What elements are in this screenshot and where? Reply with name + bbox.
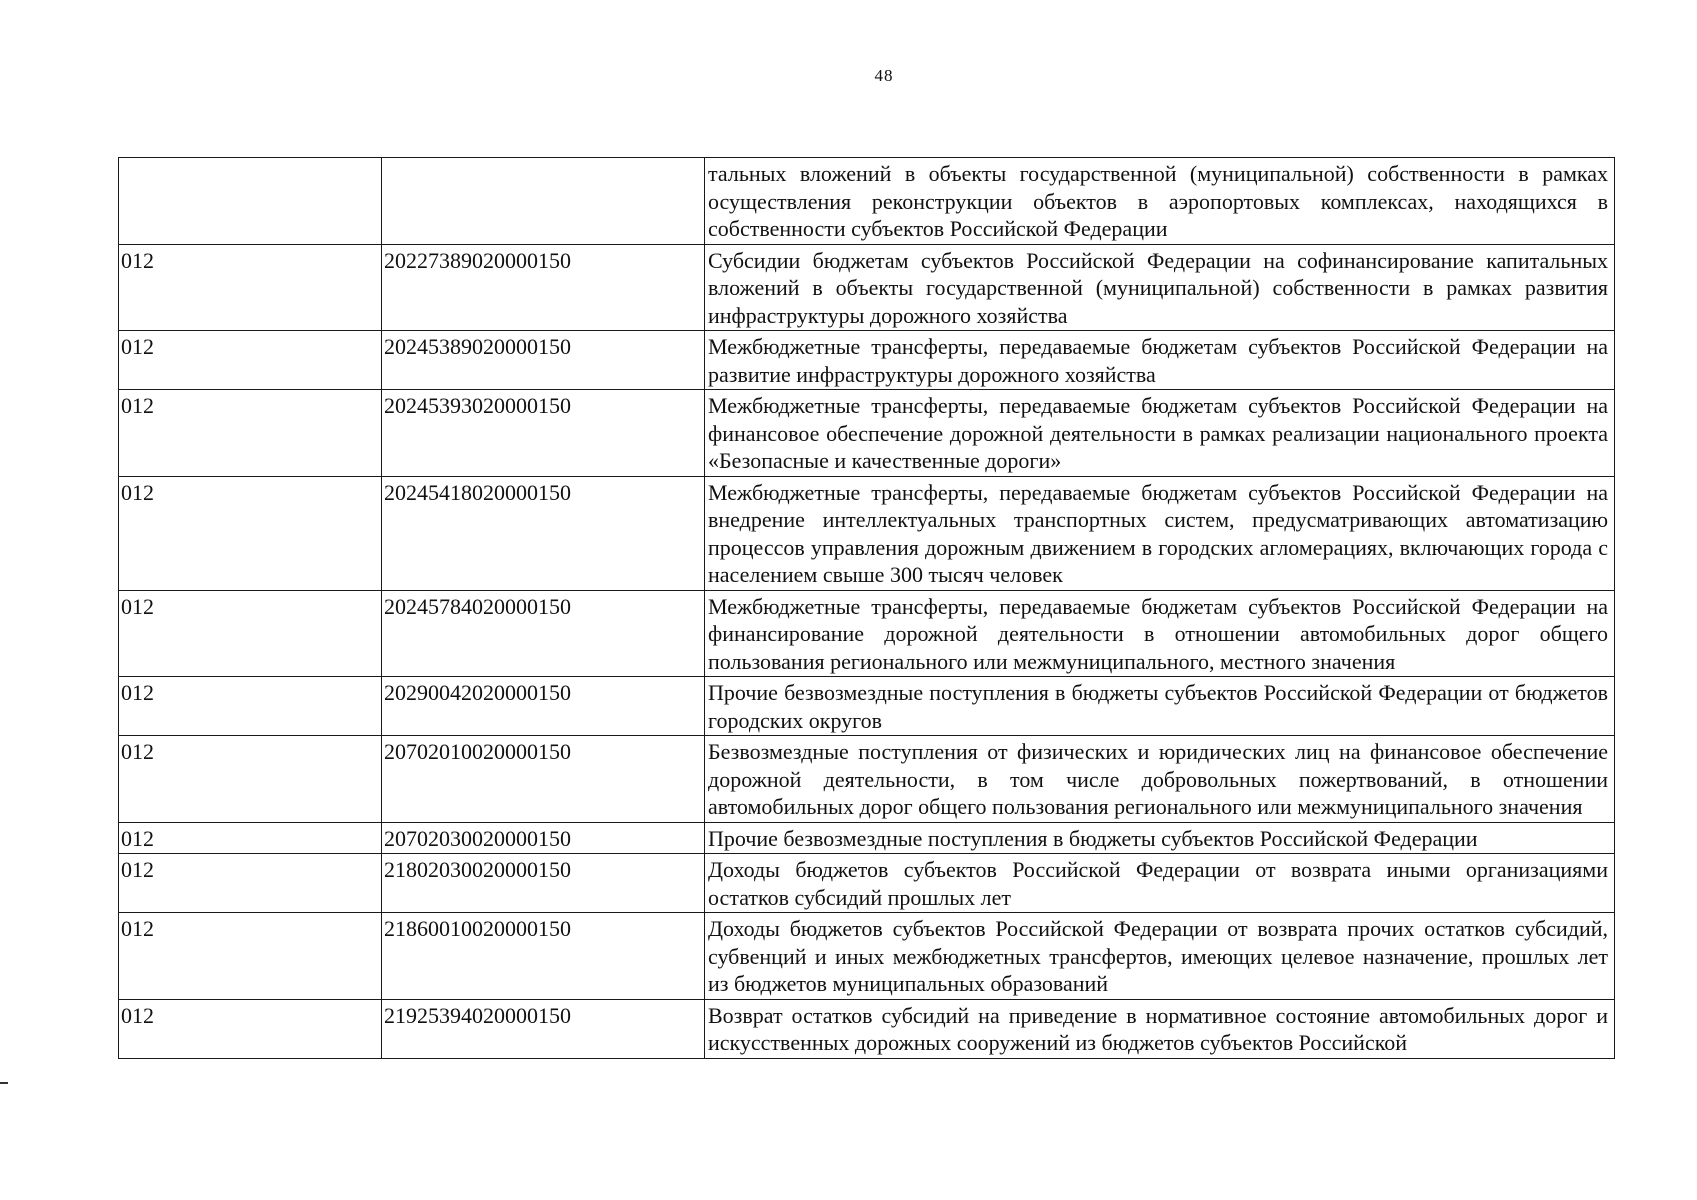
- budget-class-code-cell: 20290042020000150: [382, 677, 705, 736]
- budget-class-code-cell: 20702010020000150: [382, 736, 705, 823]
- revenue-description-cell: Межбюджетные трансферты, передаваемые бюджетам субъектов Российской Федерации на развитие инфраструктуры дорожного хозяйства: [705, 331, 1615, 390]
- admin-code-cell: 012: [119, 854, 382, 913]
- revenue-description-cell: тальных вложений в объекты государственной (муниципальной) собственности в рамках осуществления реконструкции объектов в аэропортовых комплексах, находящихся в собственности субъектов Российской Федерации: [705, 158, 1615, 245]
- table-row: [119, 822, 1615, 854]
- table-row: [119, 158, 1615, 245]
- table-row: [119, 331, 1615, 390]
- table-row: [119, 677, 1615, 736]
- table-row: [119, 390, 1615, 477]
- admin-code-cell: 012: [119, 390, 382, 477]
- revenue-description-cell: Доходы бюджетов субъектов Российской Федерации от возврата иными организациями остатков субсидий прошлых лет: [705, 854, 1615, 913]
- admin-code-cell: 012: [119, 244, 382, 331]
- revenue-description-cell: Безвозмездные поступления от физических и юридических лиц на финансовое обеспечение дорожной деятельности, в том числе добровольных пожертвований, в отношении автомобильных дорог общего пользования регионального или межмуниципального значения: [705, 736, 1615, 823]
- admin-code-cell: 012: [119, 999, 382, 1058]
- budget-class-code-cell: 20245418020000150: [382, 476, 705, 590]
- admin-code-cell: 012: [119, 913, 382, 1000]
- revenue-description-cell: Доходы бюджетов субъектов Российской Федерации от возврата прочих остатков субсидий, субвенций и иных межбюджетных трансфертов, имеющих целевое назначение, прошлых лет из бюджетов муниципальных образований: [705, 913, 1615, 1000]
- budget-class-code-cell: 21925394020000150: [382, 999, 705, 1058]
- table-row: [119, 913, 1615, 1000]
- admin-code-cell: 012: [119, 736, 382, 823]
- table-row: [119, 736, 1615, 823]
- budget-class-code-cell: 20245389020000150: [382, 331, 705, 390]
- budget-class-code-cell: 20245784020000150: [382, 590, 705, 677]
- admin-code-cell: 012: [119, 822, 382, 854]
- page-number: 48: [874, 66, 894, 85]
- revenue-description-cell: Прочие безвозмездные поступления в бюджеты субъектов Российской Федерации от бюджетов городских округов: [705, 677, 1615, 736]
- budget-class-code-cell: 20245393020000150: [382, 390, 705, 477]
- revenue-description-cell: Возврат остатков субсидий на приведение в нормативное состояние автомобильных дорог и искусственных дорожных сооружений из бюджетов субъектов Российской: [705, 999, 1615, 1058]
- admin-code-cell: 012: [119, 476, 382, 590]
- table-row: [119, 590, 1615, 677]
- revenue-description-cell: Прочие безвозмездные поступления в бюджеты субъектов Российской Федерации: [705, 822, 1615, 854]
- table-row: [119, 244, 1615, 331]
- table-row: [119, 476, 1615, 590]
- budget-class-code-cell: [382, 158, 705, 245]
- budget-class-code-cell: 20702030020000150: [382, 822, 705, 854]
- revenue-description-cell: Межбюджетные трансферты, передаваемые бюджетам субъектов Российской Федерации на внедрение интеллектуальных транспортных систем, предусматривающих автоматизацию процессов управления дорожным движением в городских агломерациях, включающих города с населением свыше 300 тысяч человек: [705, 476, 1615, 590]
- budget-class-code-cell: 20227389020000150: [382, 244, 705, 331]
- admin-code-cell: 012: [119, 590, 382, 677]
- table-row: [119, 854, 1615, 913]
- budget-class-code-cell: 21802030020000150: [382, 854, 705, 913]
- revenue-description-cell: Межбюджетные трансферты, передаваемые бюджетам субъектов Российской Федерации на финансирование дорожной деятельности в отношении автомобильных дорог общего пользования регионального или межмуниципального, местного значения: [705, 590, 1615, 677]
- budget-class-code-cell: 21860010020000150: [382, 913, 705, 1000]
- admin-code-cell: [119, 158, 382, 245]
- scan-edge-mark: [0, 1082, 8, 1084]
- admin-code-cell: 012: [119, 331, 382, 390]
- revenue-code-table: [118, 157, 1615, 1059]
- admin-code-cell: 012: [119, 677, 382, 736]
- revenue-description-cell: Межбюджетные трансферты, передаваемые бюджетам субъектов Российской Федерации на финансовое обеспечение дорожной деятельности в рамках реализации национального проекта «Безопасные и качественные дороги»: [705, 390, 1615, 477]
- revenue-description-cell: Субсидии бюджетам субъектов Российской Федерации на софинансирование капитальных вложений в объекты государственной (муниципальной) собственности в рамках развития инфраструктуры дорожного хозяйства: [705, 244, 1615, 331]
- table-row: [119, 999, 1615, 1058]
